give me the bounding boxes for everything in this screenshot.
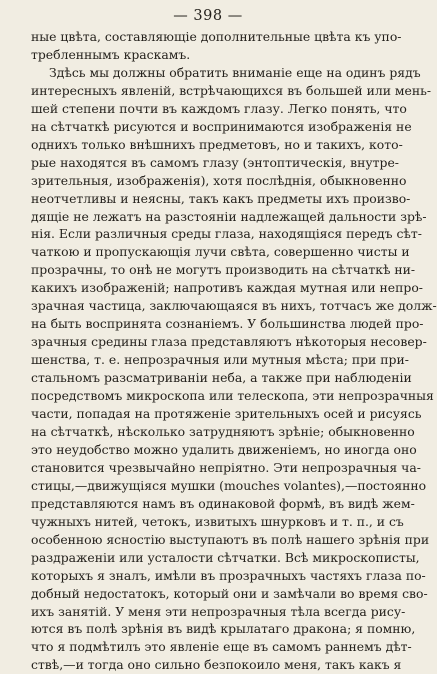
text-line: стальномъ разсматриваніи неба, а также при наблюденіи <box>31 370 412 386</box>
text-line: зрительныя, изображенія), хотя послѣднія, обыкновенно <box>31 172 407 188</box>
text-line: шей степени почти въ каждомъ глазу. Легко понять, что <box>31 100 407 116</box>
text-line: особенною ясностію выступаютъ въ полѣ нашего зрѣнія при <box>31 531 430 547</box>
text-line: на сѣтчаткѣ рисуются и воспринимаются изображенія не <box>31 118 412 134</box>
text-line: представляются намъ въ одинаковой формѣ, въ видѣ жем- <box>31 495 415 511</box>
text-line: чужныхъ нитей, четокъ, извитыхъ шнурковъ и т. п., и съ <box>31 513 404 529</box>
text-line: однихъ только внѣшнихъ предметовъ, но и такихъ, кото- <box>31 136 403 152</box>
text-line: которыхъ я зналъ, имѣли въ прозрачныхъ частяхъ глаза по- <box>31 567 426 583</box>
text-line: нія. Если различныя среды глаза, находящіяся передъ сѣт- <box>31 226 422 242</box>
text-line: зрачная частица, заключающаяся въ нихъ, тотчасъ же долж- <box>31 298 437 314</box>
page-number: — 398 — <box>173 8 243 24</box>
text-line: неотчетливы и неясны, такъ какъ предметы ихъ произво- <box>31 190 411 206</box>
text-line: добный недостатокъ, который они и замѣчали во время сво- <box>31 585 428 601</box>
text-line: ные цвѣта, составляющіе дополнительные цвѣта къ упо- <box>31 29 402 44</box>
text-line: раздраженіи или усталости сѣтчатки. Всѣ микроскописты, <box>31 549 420 565</box>
text-line: дящіе не лежатъ на разстояніи надлежащей дальности зрѣ- <box>31 208 427 224</box>
text-line: ихъ занятій. У меня эти непрозрачныя тѣла всегда рису- <box>31 603 406 619</box>
text-line: на быть воспринята сознаніемъ. У большинства людей про- <box>31 316 424 332</box>
text-line: это неудобство можно удалить движеніемъ, но иногда оно <box>31 441 417 457</box>
text-line: какихъ изображеній; напротивъ каждая мутная или непро- <box>31 280 423 296</box>
text-line: стицы,—движущіяся мушки (mouches volantes),—постоянно <box>31 477 427 493</box>
text-line: шенства, т. е. непрозрачныя или мутныя мѣста; при при- <box>31 352 409 368</box>
text-line: становится чрезвычайно непріятно. Эти непрозрачныя ча- <box>31 459 421 475</box>
text-line: прозрачны, то онѣ не могутъ производить на сѣтчаткѣ ни- <box>31 262 416 278</box>
text-line: интересныхъ явленій, встрѣчающихся въ большей или мень- <box>31 82 432 98</box>
text-line: что я подмѣтилъ это явленіе еще въ самомъ раннемъ дѣт- <box>31 639 412 655</box>
text-line: ются въ полѣ зрѣнія въ видѣ крылатаго дракона; я помню, <box>31 621 416 637</box>
text-line: зрачныя средины глаза представляютъ нѣкоторыя несовер- <box>31 334 427 350</box>
text-line: посредствомъ микроскопа или телескопа, эти непрозрачныя <box>31 388 434 404</box>
text-line: требленнымъ краскамъ. <box>31 46 191 62</box>
text-line: рые находятся въ самомъ глазу (энтоптическія, внутре- <box>31 154 399 170</box>
text-line: Здѣсь мы должны обратить вниманіе еще на одинъ рядъ <box>49 64 421 80</box>
text-line: части, попадая на протяженіе зрительныхъ осей и рисуясь <box>31 406 422 422</box>
text-line: ствѣ,—и тогда оно сильно безпокоило меня, такъ какъ я <box>31 657 402 673</box>
text-line: на сѣтчаткѣ, нѣсколько затрудняютъ зрѣніе; обыкновенно <box>31 423 415 439</box>
text-line: чаткою и пропускающія лучи свѣта, совершенно чисты и <box>31 244 410 260</box>
body-text <box>31 28 437 674</box>
